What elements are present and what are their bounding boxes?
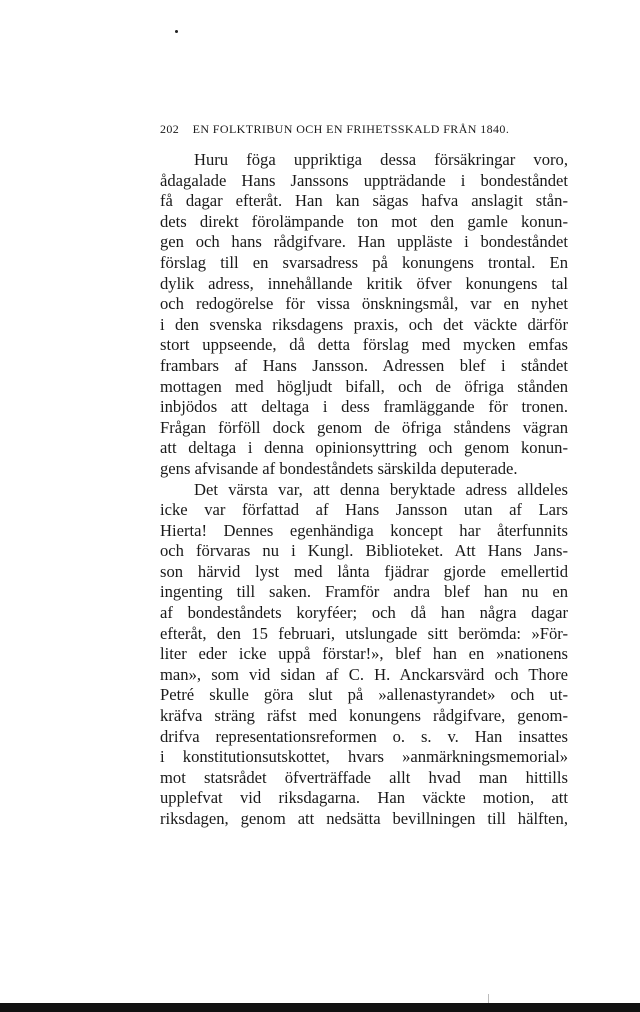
text-line: man», som vid sidan af C. H. Anckarsvärd och Thore — [160, 664, 568, 684]
text-line: son härvid lyst med lånta fjädrar gjorde emellertid — [160, 561, 568, 581]
text-line: ådagalade Hans Janssons uppträdande i bondeståndet — [160, 170, 568, 190]
text-line: dets direkt förolämpande ton mot den gamle konun- — [160, 211, 568, 231]
text-line: af bondeståndets koryféer; och då han några dagar — [160, 603, 568, 623]
text-line: i den svenska riksdagens praxis, och det väckte därför — [160, 314, 568, 334]
text-line: riksdagen, genom att nedsätta bevillningen till hälften, — [160, 809, 568, 828]
text-line: gens afvisande af bondeståndets särskilda deputerade. — [160, 458, 518, 478]
text-line: icke var författad af Hans Jansson utan af Lars — [160, 500, 568, 520]
text-line: mottagen med högljudt bifall, och de öfriga stånden — [160, 376, 568, 396]
scan-bottom-edge — [0, 1003, 640, 1012]
text-line: i konstitutionsutskottet, hvars »anmärkningsmemorial» — [160, 747, 568, 767]
text-line: inbjödos att deltaga i dess framläggande för tronen. — [160, 397, 568, 417]
body-text — [160, 150, 568, 830]
text-line: upplefvat vid riksdagarna. Han väckte motion, att — [160, 788, 568, 808]
text-line: få dagar efteråt. Han kan sägas hafva anslagit stån- — [160, 191, 568, 211]
text-line: och förvaras nu i Kungl. Biblioteket. Att Hans Jans- — [160, 541, 568, 561]
running-header — [160, 122, 580, 137]
page-number: 202 — [160, 122, 180, 136]
text-line: Hierta! Dennes egenhändiga koncept har återfunnits — [160, 520, 568, 540]
text-line: att deltaga i denna opinionsyttring och genom konun- — [160, 438, 568, 458]
ink-speck — [175, 30, 178, 33]
text-line: gen och hans rådgifvare. Han uppläste i bondeståndet — [160, 232, 568, 252]
text-line: frambars af Hans Jansson. Adressen blef i ståndet — [160, 355, 568, 375]
text-line: förslag till en svarsadress på konungens trontal. En — [160, 252, 568, 272]
text-line: Frågan förföll dock genom de öfriga ståndens vägran — [160, 417, 568, 437]
text-line: drifva representationsreformen o. s. v. Han insattes — [160, 726, 568, 746]
running-title: EN FOLKTRIBUN OCH EN FRIHETSSKALD FRÅN 1840. — [192, 122, 510, 136]
text-line: Petré skulle göra slut på »allenastyrandet» och ut- — [160, 685, 568, 705]
text-line: liter eder icke uppå förstar!», blef han en »nationens — [160, 644, 568, 664]
text-line: och redogörelse för vissa önskningsmål, var en nyhet — [160, 294, 568, 314]
text-line: dylik adress, innehållande kritik öfver konungens tal — [160, 273, 568, 293]
text-line: efteråt, den 15 februari, utslungade sitt berömda: »För- — [160, 623, 568, 643]
text-line: mot statsrådet öfverträffade allt hvad man hittills — [160, 767, 568, 787]
text-line: Huru föga uppriktiga dessa försäkringar voro, — [194, 150, 568, 169]
text-line: ingenting till saken. Framför andra blef han nu en — [160, 582, 568, 602]
text-line: kräfva sträng räfst med konungens rådgifvare, genom- — [160, 706, 568, 726]
text-line: stort uppseende, då detta förslag med mycken emfas — [160, 335, 568, 355]
text-line: Det värsta var, att denna beryktade adress alldeles — [194, 479, 568, 499]
